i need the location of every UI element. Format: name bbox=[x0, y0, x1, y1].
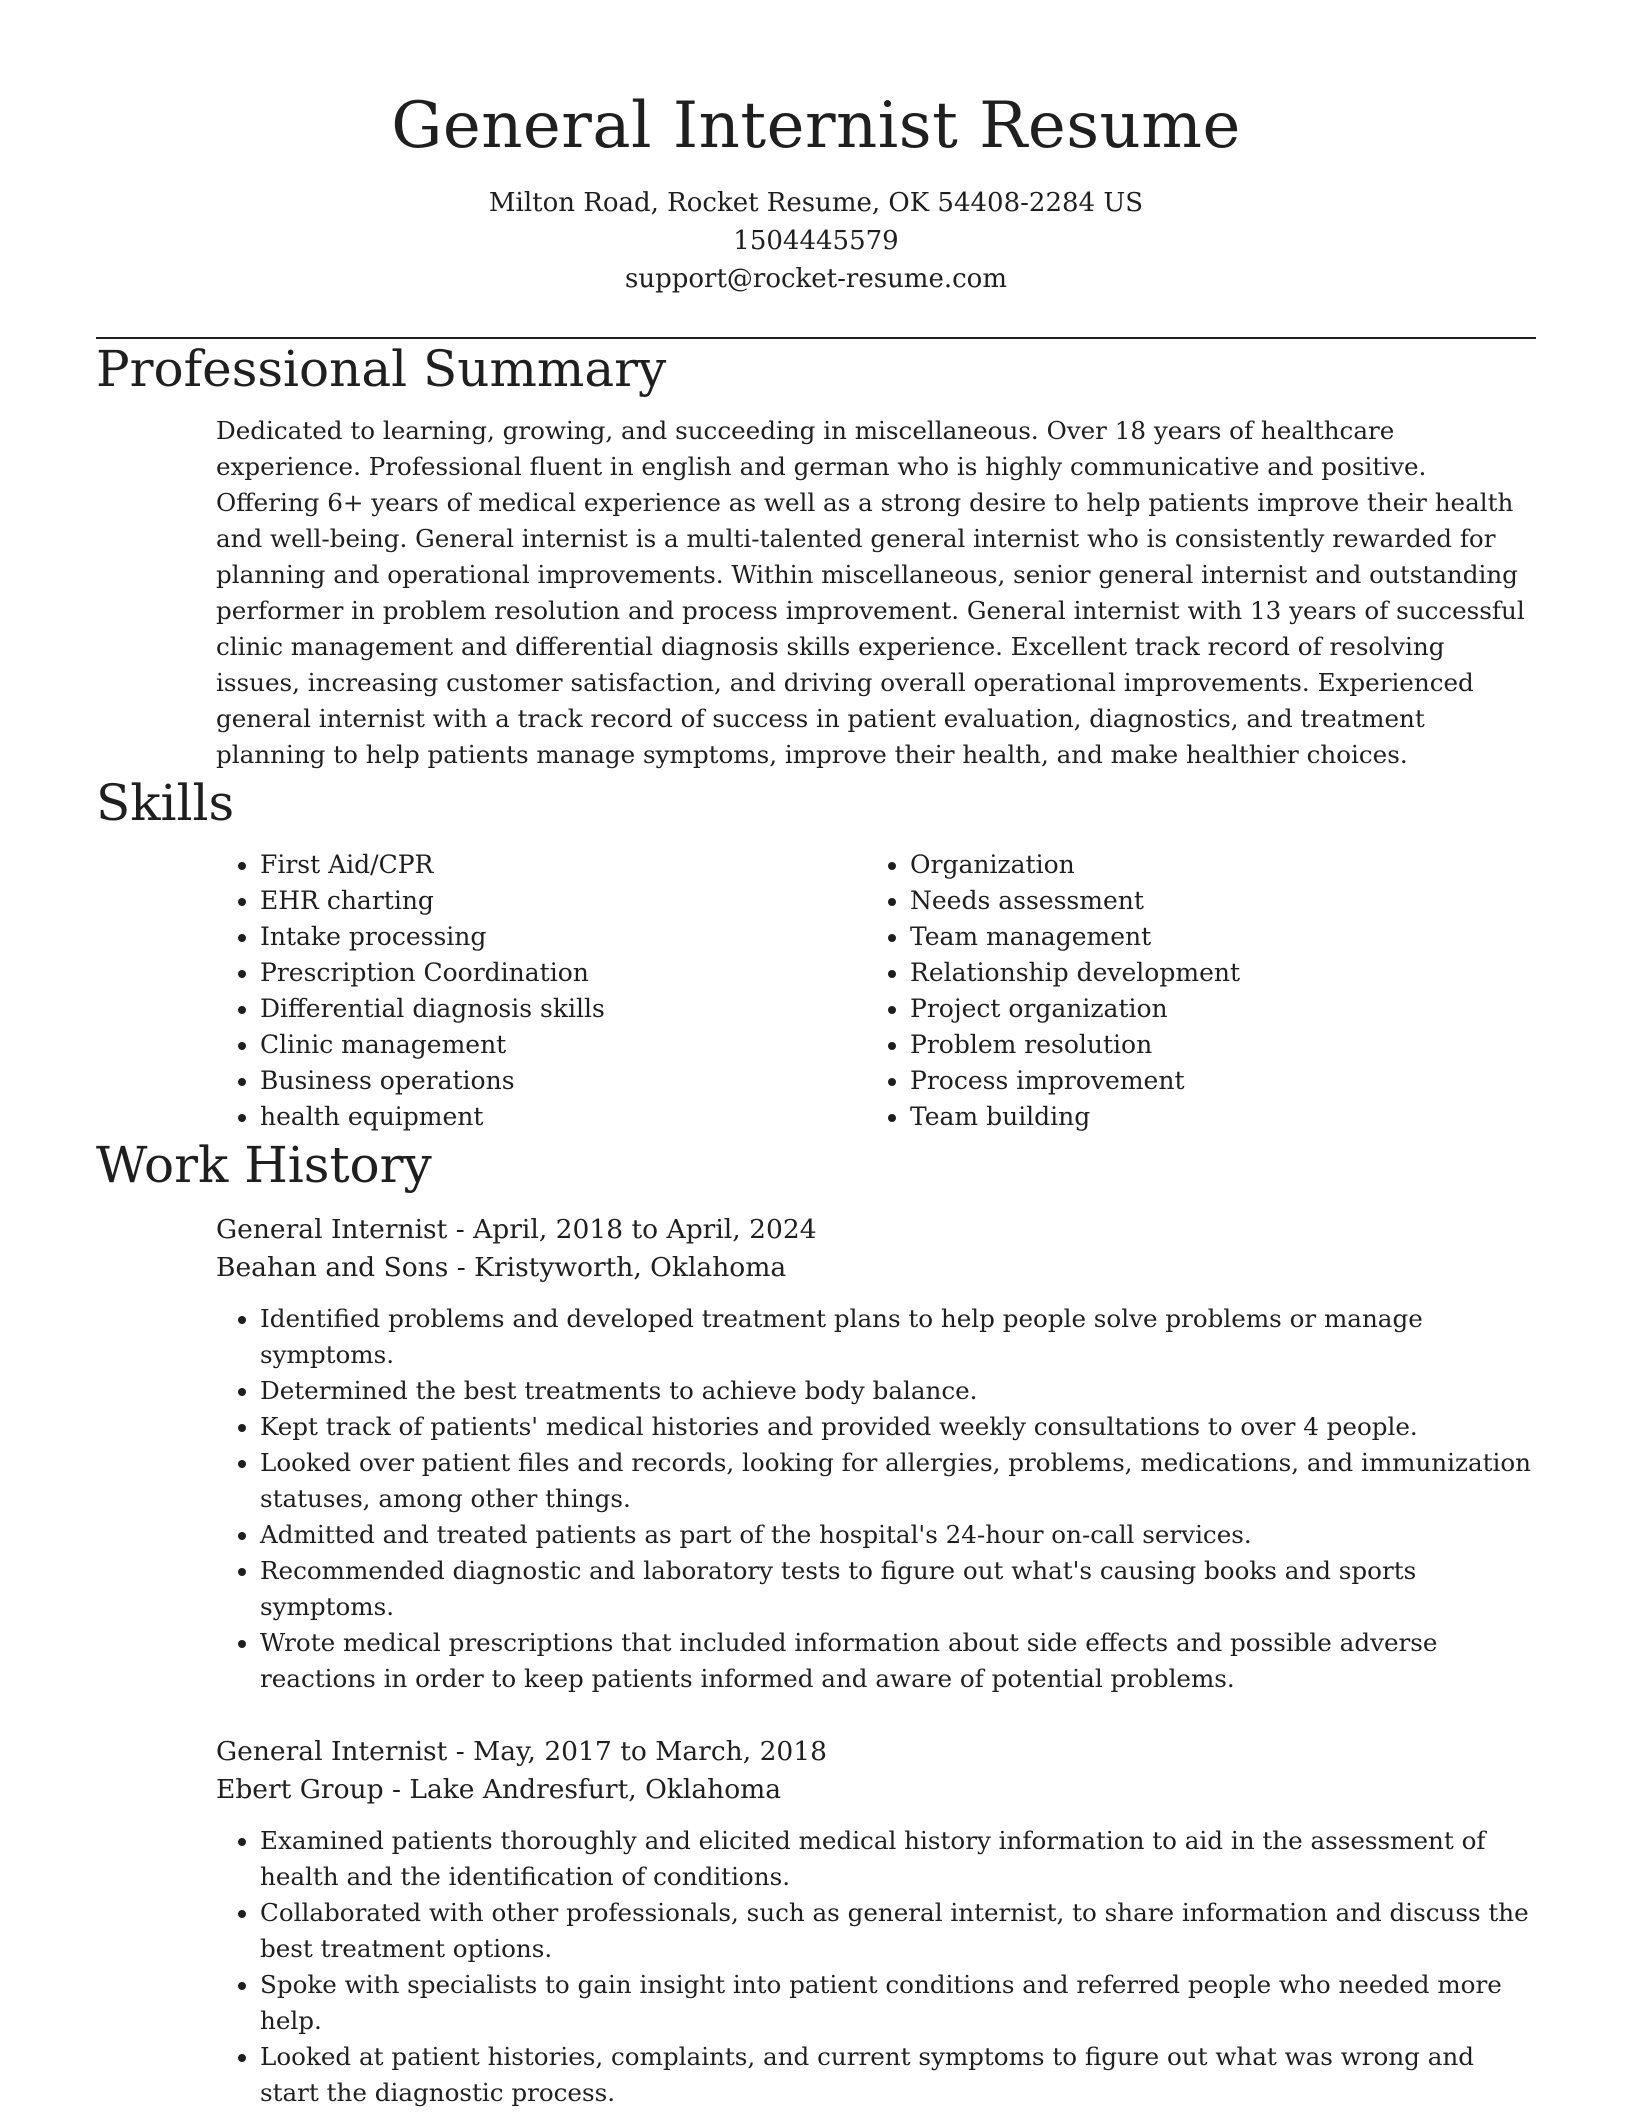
summary-heading: Professional Summary bbox=[96, 340, 667, 398]
skill-item: • Prescription Coordination bbox=[260, 955, 866, 991]
job-duty-item: • Looked at patient histories, complaints, and current symptoms to figure out what was wrong and start the diagnostic process. bbox=[260, 2039, 1536, 2111]
skill-item: • Clinic management bbox=[260, 1027, 866, 1063]
contact-phone: 1504445579 bbox=[733, 226, 899, 256]
summary-text: Dedicated to learning, growing, and succeeding in miscellaneous. Over 18 years of healthcare experience. Professional fluent in english and german who is highly communicative and positive. Offering 6+ years of medical experience as well as a strong desire to help patients improve their health and well-being. General internist is a multi-talented general internist who is consistently rewarded for planning and operational improvements. Within miscellaneous, senior general internist and outstanding performer in problem resolution and process improvement. General internist with 13 years of successful clinic management and differential diagnosis skills experience. Excellent track record of resolving issues, increasing customer satisfaction, and driving overall operational improvements. Experienced general internist with a track record of success in patient evaluation, diagnostics, and treatment planning to help patients manage symptoms, improve their health, and make healthier choices. bbox=[216, 416, 1525, 769]
job-duty-item: • Wrote medical prescriptions that included information about side effects and possible adverse reactions in order to keep patients informed and aware of potential problems. bbox=[260, 1625, 1536, 1697]
skill-item: • Team management bbox=[910, 919, 1510, 955]
skills-heading: Skills bbox=[96, 774, 235, 832]
job-entry bbox=[216, 1211, 1536, 1697]
skill-item: • EHR charting bbox=[260, 883, 866, 919]
job-duty-item: • Collaborated with other professionals, such as general internist, to share information and discuss the best treatment options. bbox=[260, 1895, 1536, 1967]
skill-item: • health equipment bbox=[260, 1099, 866, 1135]
job-duties bbox=[216, 1823, 1536, 2111]
job-duty-item: • Recommended diagnostic and laboratory tests to figure out what's causing books and sports symptoms. bbox=[260, 1553, 1536, 1625]
skills-list bbox=[216, 847, 1536, 1135]
work-history-heading: Work History bbox=[96, 1136, 432, 1194]
job-duty-item: • Determined the best treatments to achieve body balance. bbox=[260, 1373, 1536, 1409]
contact-address: Milton Road, Rocket Resume, OK 54408-2284 US bbox=[488, 188, 1144, 218]
skills-column-left bbox=[216, 847, 866, 1135]
job-role-dates: General Internist - May, 2017 to March, 2018 bbox=[216, 1736, 828, 1767]
job-duties bbox=[216, 1301, 1536, 1697]
job-duty-item: • Identified problems and developed treatment plans to help people solve problems or manage symptoms. bbox=[260, 1301, 1536, 1373]
job-company-location: Ebert Group - Lake Andresfurt, Oklahoma bbox=[216, 1774, 782, 1805]
job-duty-item: • Looked over patient files and records, looking for allergies, problems, medications, and immunization statuses, among other things. bbox=[260, 1445, 1536, 1517]
resume-title: General Internist Resume bbox=[391, 89, 1241, 163]
job-role-dates: General Internist - April, 2018 to April, 2024 bbox=[216, 1214, 817, 1245]
skill-item: • Needs assessment bbox=[910, 883, 1510, 919]
job-duty-item: • Kept track of patients' medical histories and provided weekly consultations to over 4 people. bbox=[260, 1409, 1536, 1445]
skill-item: • Organization bbox=[910, 847, 1510, 883]
skill-item: • Intake processing bbox=[260, 919, 866, 955]
job-duty-item: • Examined patients thoroughly and elicited medical history information to aid in the assessment of health and the identification of conditions. bbox=[260, 1823, 1536, 1895]
skill-item: • Team building bbox=[910, 1099, 1510, 1135]
skills-column-right bbox=[866, 847, 1510, 1135]
job-company-location: Beahan and Sons - Kristyworth, Oklahoma bbox=[216, 1252, 787, 1283]
skill-item: • Business operations bbox=[260, 1063, 866, 1099]
contact-email: support@rocket-resume.com bbox=[624, 264, 1007, 294]
skill-item: • Differential diagnosis skills bbox=[260, 991, 866, 1027]
skill-item: • Relationship development bbox=[910, 955, 1510, 991]
resume-header bbox=[96, 0, 1536, 298]
contact-info bbox=[96, 184, 1536, 298]
job-entry bbox=[216, 1733, 1536, 2111]
skill-item: • Problem resolution bbox=[910, 1027, 1510, 1063]
skill-item: • First Aid/CPR bbox=[260, 847, 866, 883]
job-duty-item: • Spoke with specialists to gain insight into patient conditions and referred people who needed more help. bbox=[260, 1967, 1536, 2039]
skill-item: • Project organization bbox=[910, 991, 1510, 1027]
resume-page bbox=[96, 0, 1536, 2111]
job-duty-item: • Admitted and treated patients as part of the hospital's 24-hour on-call services. bbox=[260, 1517, 1536, 1553]
skill-item: • Process improvement bbox=[910, 1063, 1510, 1099]
